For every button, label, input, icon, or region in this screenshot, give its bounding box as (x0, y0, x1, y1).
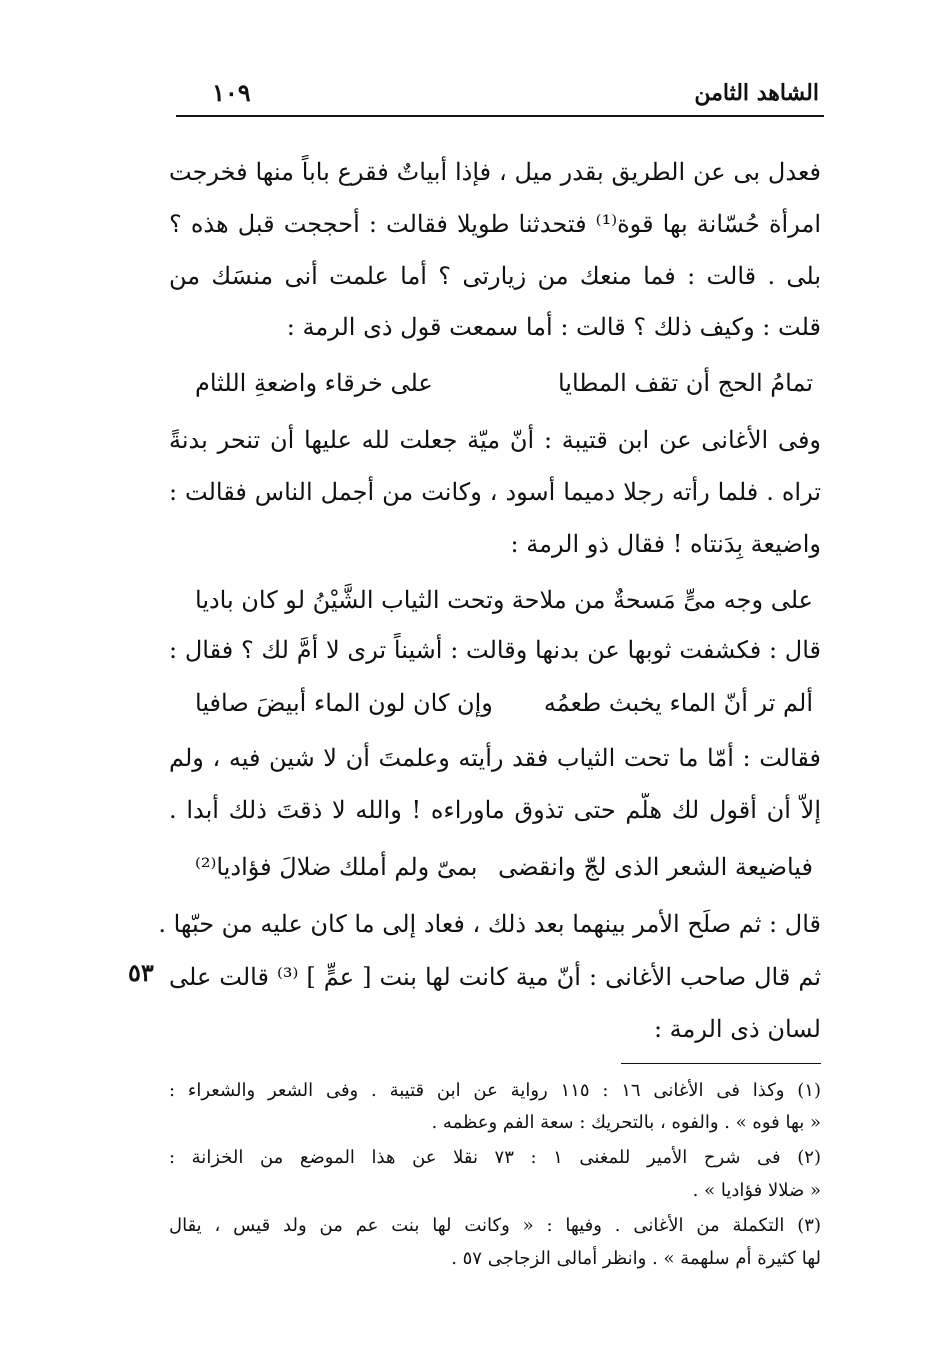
body-line-13: لسان ذى الرمة : (653, 1015, 821, 1043)
footnote-1-line-2: « بها فوه » . والفوه ، بالتحريك : سعة الفم وعظمه . (431, 1112, 821, 1133)
footnote-2-line-2: « ضلالا فؤاديا » . (692, 1180, 821, 1201)
header-rule (176, 115, 824, 117)
page-number: ١٠٩ (212, 78, 251, 107)
footnote-2-line-1: (٢) فى شرح الأمير للمغنى ١ : ٧٣ نقلا عن هذا الموضع من الخزانة : (169, 1147, 821, 1168)
running-title: الشاهد الثامن (694, 80, 819, 106)
body-line-3: بلى . قالت : فما منعك من زيارتى ؟ أما علمت أنى منسَك من (169, 262, 821, 290)
footnote-separator (621, 1063, 821, 1064)
verse-4 (195, 850, 813, 884)
verse-3-first-hemistich: ألم تر أنّ الماء يخبث طعمُه (543, 689, 813, 717)
body-line-11: قال : ثم صلَح الأمر بينهما بعد ذلك ، فعاد إلى ما كان عليه من حبّها . (158, 910, 821, 938)
body-line-7: واضيعة بِدَنتاه ! فقال ذو الرمة : (510, 530, 821, 558)
body-line-8: قال : فكشفت ثوبها عن بدنها وقالت : أشيناً ترى لا أمَّ لك ؟ فقال : (169, 636, 821, 664)
body-line-2: امرأة حُسّانة بها قوة⁽¹⁾ فتحدثنا طويلا فقالت : أحججت قبل هذه ؟ (169, 210, 821, 238)
verse-3-second-hemistich: وإن كان لون الماء أبيضَ صافيا (195, 689, 493, 717)
body-line-6: تراه . فلما رأته رجلا دميما أسود ، وكانت من أجمل الناس فقالت : (169, 478, 821, 506)
verse-1-second-hemistich: على خرقاء واضعةِ اللثام (195, 369, 433, 397)
verse-2-second-hemistich: وتحت الثياب الشَّيْنُ لو كان باديا (195, 586, 505, 614)
verse-4-second-hemistich: بمىّ ولم أملك ضلالَ فؤاديا⁽²⁾ (195, 853, 478, 881)
verse-2-first-hemistich: على وجه مىٍّ مَسحةٌ من ملاحة (511, 586, 813, 614)
body-line-5: وفى الأغانى عن ابن قتيبة : أنّ ميّة جعلت لله عليها أن تنحر بدنةً (169, 426, 821, 454)
body-line-1: فعدل بى عن الطريق بقدر ميل ، فإذا أبياتٌ فقرع باباً منها فخرجت (169, 158, 821, 186)
body-line-9: فقالت : أمّا ما تحت الثياب فقد رأيته وعلمتَ أن لا شين فيه ، ولم (169, 744, 821, 772)
verse-1 (195, 366, 813, 400)
verse-1-first-hemistich: تمامُ الحج أن تقف المطايا (557, 369, 813, 397)
footnote-1-line-1: (١) وكذا فى الأغانى ١٦ : ١١٥ رواية عن ابن قتيبة . وفى الشعر والشعراء : (169, 1080, 821, 1101)
margin-number: ٥٣ (128, 958, 154, 987)
verse-4-first-hemistich: فياضيعة الشعر الذى لجّ وانقضى (498, 853, 813, 881)
body-line-4: قلت : وكيف ذلك ؟ قالت : أما سمعت قول ذى الرمة : (286, 313, 821, 341)
footnote-3-line-1: (٣) التكملة من الأغانى . وفيها : « وكانت لها بنت عم من ولد قيس ، يقال (169, 1215, 821, 1236)
footnote-3-line-2: لها كثيرة أم سلهمة » . وانظر أمالى الزجاجى ٥٧ . (451, 1248, 821, 1269)
verse-3 (195, 686, 813, 720)
body-line-10: إلاّ أن أقول لك هلّم حتى تذوق ماوراءه ! والله لا ذقتَ ذلك أبدا . (169, 796, 821, 824)
verse-2 (195, 583, 813, 617)
body-line-12: ثم قال صاحب الأغانى : أنّ مية كانت لها بنت [ عمٍّ ] ⁽³⁾ قالت على (169, 963, 821, 991)
